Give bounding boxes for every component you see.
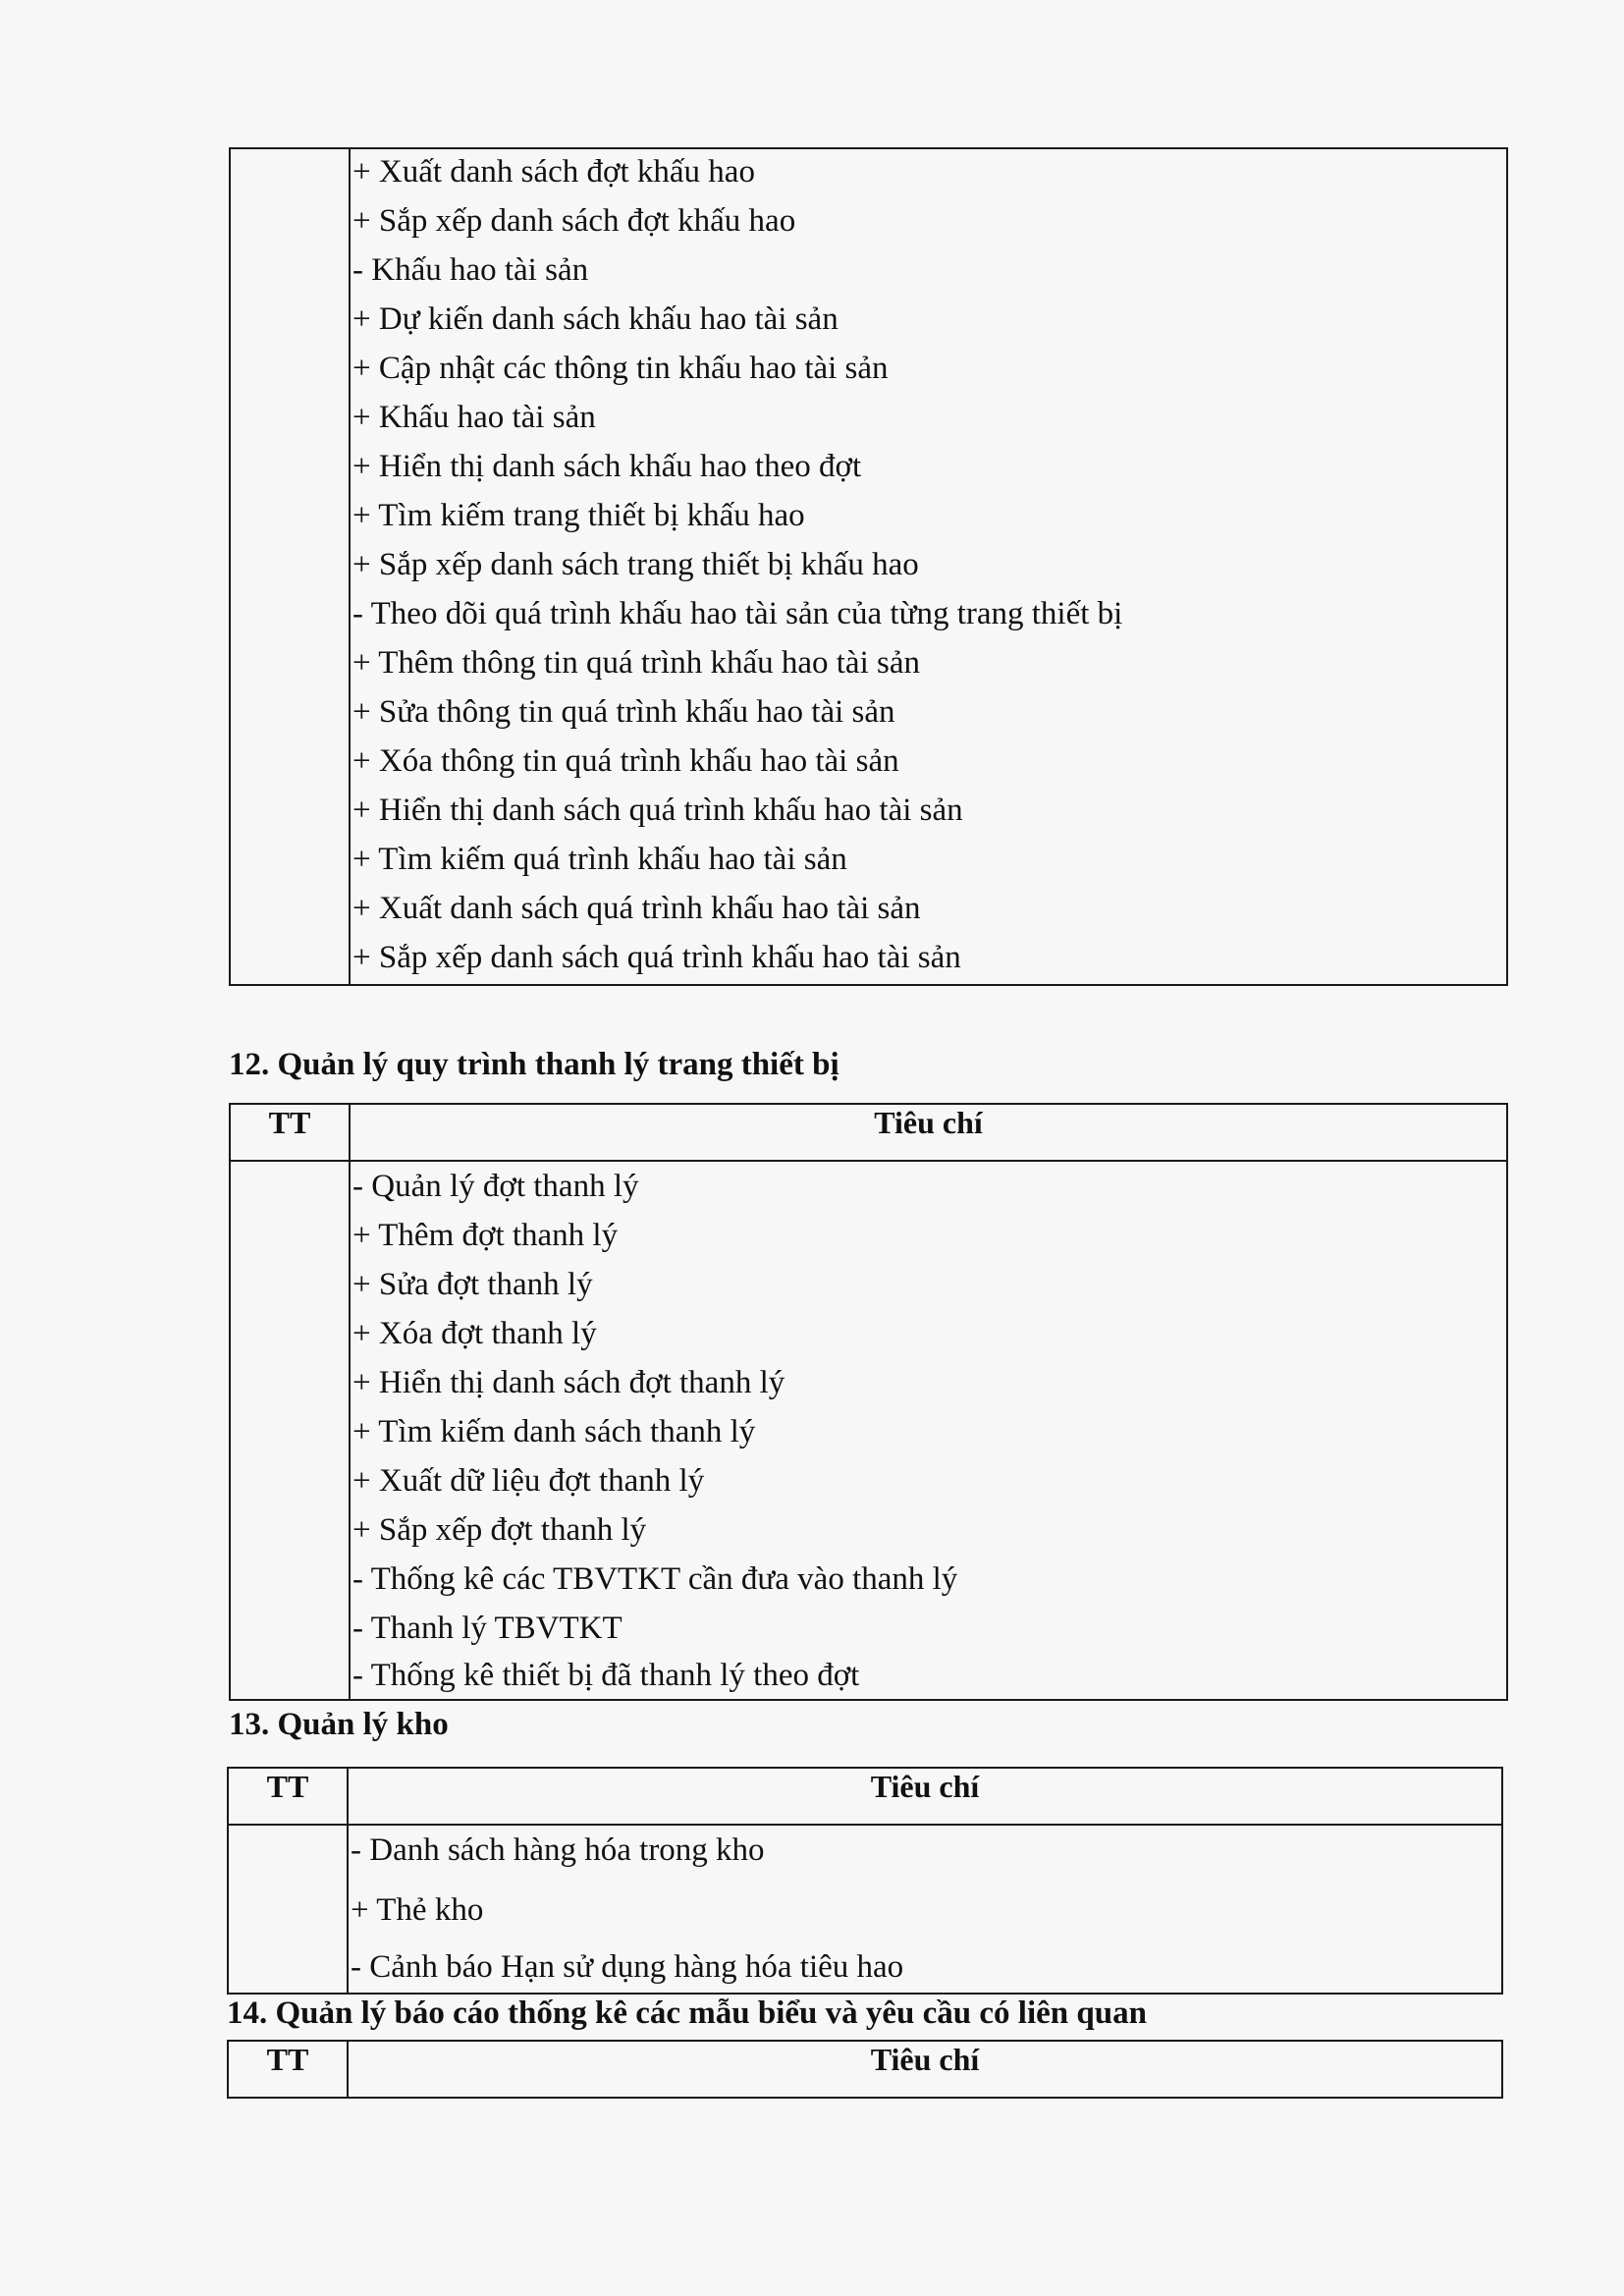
table-warehouse [227, 1767, 1503, 1995]
section-title: 12. Quản lý quy trình thanh lý trang thiết bị [229, 1047, 839, 1082]
list-item: + Thẻ kho [351, 1892, 484, 1928]
tt-cell [230, 1161, 350, 1700]
table-reports [227, 2040, 1503, 2099]
list-item: + Sắp xếp danh sách đợt khấu hao [352, 203, 796, 239]
list-item: + Tìm kiếm danh sách thanh lý [352, 1414, 756, 1449]
criteria-cell [350, 148, 1507, 985]
list-item: + Hiển thị danh sách quá trình khấu hao tài sản [352, 793, 963, 828]
column-header-tt: TT [228, 1768, 348, 1825]
list-item: - Thanh lý TBVTKT [352, 1611, 623, 1646]
list-item: - Thống kê các TBVTKT cần đưa vào thanh lý [352, 1561, 958, 1597]
list-item: + Tìm kiếm trang thiết bị khấu hao [352, 498, 805, 533]
column-header-criteria: Tiêu chí [348, 2041, 1502, 2098]
table-row [228, 1825, 1502, 1994]
list-item: + Xuất dữ liệu đợt thanh lý [352, 1463, 705, 1499]
column-header-tt: TT [230, 1104, 350, 1161]
list-item: + Xuất danh sách quá trình khấu hao tài sản [352, 891, 921, 926]
list-item: + Thêm đợt thanh lý [352, 1218, 619, 1253]
list-item: - Thống kê thiết bị đã thanh lý theo đợt [352, 1658, 860, 1693]
list-item: + Hiển thị danh sách khấu hao theo đợt [352, 449, 862, 484]
list-item: - Cảnh báo Hạn sử dụng hàng hóa tiêu hao [351, 1949, 904, 1985]
section-title: 13. Quản lý kho [229, 1707, 449, 1742]
list-item: + Dự kiến danh sách khấu hao tài sản [352, 301, 839, 337]
column-header-criteria: Tiêu chí [348, 1768, 1502, 1825]
list-item: + Xóa thông tin quá trình khấu hao tài sản [352, 743, 899, 779]
table-depreciation-continued [229, 147, 1508, 986]
table-liquidation [229, 1103, 1508, 1701]
table-row [230, 148, 1507, 985]
list-item: + Sắp xếp đợt thanh lý [352, 1512, 647, 1548]
column-header-criteria: Tiêu chí [350, 1104, 1507, 1161]
criteria-cell [350, 1161, 1507, 1700]
table-header-row [228, 2041, 1502, 2098]
tt-cell [230, 148, 350, 985]
section-title: 14. Quản lý báo cáo thống kê các mẫu biểu và yêu cầu có liên quan [227, 1995, 1147, 2031]
list-item: + Cập nhật các thông tin khấu hao tài sản [352, 351, 889, 386]
list-item: + Thêm thông tin quá trình khấu hao tài sản [352, 645, 920, 681]
list-item: - Theo dõi quá trình khấu hao tài sản của từng trang thiết bị [352, 596, 1123, 631]
list-item: + Sắp xếp danh sách quá trình khấu hao tài sản [352, 940, 961, 975]
tt-cell [228, 1825, 348, 1994]
list-item: - Khấu hao tài sản [352, 252, 589, 288]
list-item: + Sửa đợt thanh lý [352, 1267, 593, 1302]
list-item: + Tìm kiếm quá trình khấu hao tài sản [352, 842, 847, 877]
list-item: + Hiển thị danh sách đợt thanh lý [352, 1365, 785, 1400]
table-row [230, 1161, 1507, 1700]
criteria-cell [348, 1825, 1502, 1994]
column-header-tt: TT [228, 2041, 348, 2098]
list-item: + Khấu hao tài sản [352, 400, 596, 435]
list-item: + Xuất danh sách đợt khấu hao [352, 154, 755, 190]
list-item: - Quản lý đợt thanh lý [352, 1169, 639, 1204]
list-item: + Xóa đợt thanh lý [352, 1316, 597, 1351]
list-item: - Danh sách hàng hóa trong kho [351, 1832, 765, 1868]
list-item: + Sắp xếp danh sách trang thiết bị khấu hao [352, 547, 919, 582]
table-header-row [228, 1768, 1502, 1825]
list-item: + Sửa thông tin quá trình khấu hao tài sản [352, 694, 895, 730]
table-header-row [230, 1104, 1507, 1161]
